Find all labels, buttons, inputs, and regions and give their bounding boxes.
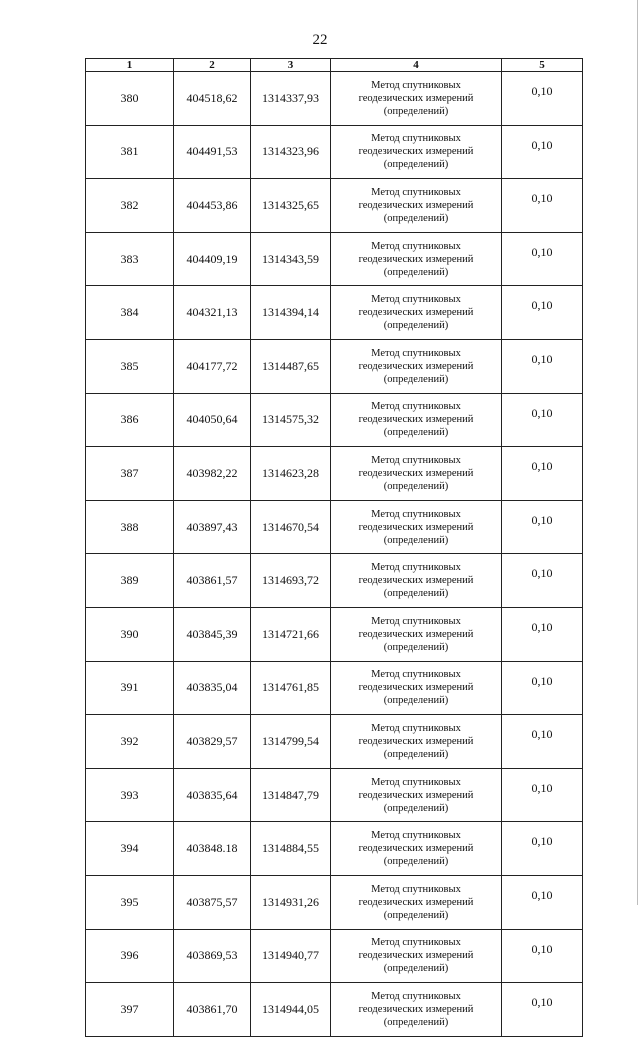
- method-text-line: Метод спутниковых: [371, 990, 461, 1002]
- method-cell: [331, 661, 502, 715]
- table-body: [86, 72, 583, 1037]
- accuracy-cell: 0,10: [502, 929, 583, 983]
- x-coordinate-cell: 403835,64: [174, 768, 251, 822]
- point-number-cell: 383: [86, 232, 174, 286]
- method-cell: [331, 822, 502, 876]
- x-coordinate-cell: 404050,64: [174, 393, 251, 447]
- point-number-cell: 394: [86, 822, 174, 876]
- point-number-cell: 384: [86, 286, 174, 340]
- method-text-line: геодезических измерений: [358, 575, 474, 587]
- method-text-line: (определений): [383, 373, 449, 385]
- accuracy-cell: 0,10: [502, 232, 583, 286]
- method-text-line: (определений): [383, 427, 449, 439]
- method-text-line: Метод спутниковых: [371, 186, 461, 198]
- table-row: [86, 661, 583, 715]
- method-text-line: геодезических измерений: [358, 682, 474, 694]
- table-row: [86, 768, 583, 822]
- x-coordinate-cell: 403875,57: [174, 875, 251, 929]
- x-coordinate-cell: 403982,22: [174, 447, 251, 501]
- method-text-line: (определений): [383, 320, 449, 332]
- table-row: [86, 983, 583, 1037]
- method-text-line: (определений): [383, 105, 449, 117]
- column-header-5: 5: [502, 59, 583, 72]
- point-number-cell: 393: [86, 768, 174, 822]
- x-coordinate-cell: 403848.18: [174, 822, 251, 876]
- accuracy-cell: 0,10: [502, 875, 583, 929]
- accuracy-cell: 0,10: [502, 125, 583, 179]
- method-cell: [331, 875, 502, 929]
- table-row: [86, 822, 583, 876]
- method-text-line: Метод спутниковых: [371, 401, 461, 413]
- point-number-cell: 397: [86, 983, 174, 1037]
- method-text-line: геодезических измерений: [358, 92, 474, 104]
- point-number-cell: 388: [86, 500, 174, 554]
- table-row: [86, 875, 583, 929]
- x-coordinate-cell: 404518,62: [174, 72, 251, 126]
- accuracy-cell: 0,10: [502, 393, 583, 447]
- method-cell: [331, 983, 502, 1037]
- table-row: [86, 179, 583, 233]
- method-text-line: (определений): [383, 1016, 449, 1028]
- scan-edge-line: [637, 0, 638, 905]
- x-coordinate-cell: 403861,70: [174, 983, 251, 1037]
- column-header-1: 1: [86, 59, 174, 72]
- y-coordinate-cell: 1314487,65: [251, 339, 331, 393]
- method-text-line: геодезических измерений: [358, 146, 474, 158]
- method-text-line: (определений): [383, 266, 449, 278]
- method-text-line: геодезических измерений: [358, 735, 474, 747]
- table-row: [86, 286, 583, 340]
- method-text-line: Метод спутниковых: [371, 883, 461, 895]
- method-text-line: Метод спутниковых: [371, 347, 461, 359]
- point-number-cell: 389: [86, 554, 174, 608]
- method-text-line: Метод спутниковых: [371, 669, 461, 681]
- method-text-line: Метод спутниковых: [371, 776, 461, 788]
- y-coordinate-cell: 1314931,26: [251, 875, 331, 929]
- accuracy-cell: 0,10: [502, 286, 583, 340]
- table-row: [86, 339, 583, 393]
- method-text-line: (определений): [383, 159, 449, 171]
- y-coordinate-cell: 1314693,72: [251, 554, 331, 608]
- table-row: [86, 715, 583, 769]
- method-text-line: геодезических измерений: [358, 521, 474, 533]
- method-text-line: Метод спутниковых: [371, 508, 461, 520]
- method-text-line: геодезических измерений: [358, 414, 474, 426]
- x-coordinate-cell: 403869,53: [174, 929, 251, 983]
- method-cell: [331, 929, 502, 983]
- coordinates-table: [85, 58, 583, 1037]
- x-coordinate-cell: 404453,86: [174, 179, 251, 233]
- method-text-line: геодезических измерений: [358, 1003, 474, 1015]
- point-number-cell: 386: [86, 393, 174, 447]
- point-number-cell: 381: [86, 125, 174, 179]
- x-coordinate-cell: 404321,13: [174, 286, 251, 340]
- y-coordinate-cell: 1314337,93: [251, 72, 331, 126]
- y-coordinate-cell: 1314623,28: [251, 447, 331, 501]
- accuracy-cell: 0,10: [502, 179, 583, 233]
- method-text-line: Метод спутниковых: [371, 454, 461, 466]
- method-text-line: (определений): [383, 748, 449, 760]
- accuracy-cell: 0,10: [502, 768, 583, 822]
- method-text-line: геодезических измерений: [358, 843, 474, 855]
- method-text-line: (определений): [383, 588, 449, 600]
- x-coordinate-cell: 403845,39: [174, 607, 251, 661]
- method-cell: [331, 179, 502, 233]
- y-coordinate-cell: 1314940,77: [251, 929, 331, 983]
- method-text-line: Метод спутниковых: [371, 133, 461, 145]
- method-text-line: (определений): [383, 641, 449, 653]
- method-text-line: геодезических измерений: [358, 950, 474, 962]
- table-row: [86, 447, 583, 501]
- method-text-line: (определений): [383, 695, 449, 707]
- method-cell: [331, 286, 502, 340]
- method-text-line: Метод спутниковых: [371, 79, 461, 91]
- y-coordinate-cell: 1314721,66: [251, 607, 331, 661]
- method-text-line: Метод спутниковых: [371, 615, 461, 627]
- accuracy-cell: 0,10: [502, 661, 583, 715]
- y-coordinate-cell: 1314847,79: [251, 768, 331, 822]
- method-text-line: Метод спутниковых: [371, 562, 461, 574]
- method-text-line: Метод спутниковых: [371, 294, 461, 306]
- method-text-line: геодезических измерений: [358, 199, 474, 211]
- y-coordinate-cell: 1314944,05: [251, 983, 331, 1037]
- table-row: [86, 232, 583, 286]
- x-coordinate-cell: 404177,72: [174, 339, 251, 393]
- column-header-4: 4: [331, 59, 502, 72]
- method-text-line: геодезических измерений: [358, 467, 474, 479]
- method-cell: [331, 500, 502, 554]
- method-cell: [331, 554, 502, 608]
- method-cell: [331, 125, 502, 179]
- method-text-line: геодезических измерений: [358, 307, 474, 319]
- y-coordinate-cell: 1314325,65: [251, 179, 331, 233]
- accuracy-cell: 0,10: [502, 72, 583, 126]
- method-text-line: (определений): [383, 856, 449, 868]
- method-text-line: геодезических измерений: [358, 360, 474, 372]
- y-coordinate-cell: 1314394,14: [251, 286, 331, 340]
- method-cell: [331, 339, 502, 393]
- y-coordinate-cell: 1314670,54: [251, 500, 331, 554]
- table-row: [86, 500, 583, 554]
- method-cell: [331, 447, 502, 501]
- method-cell: [331, 715, 502, 769]
- point-number-cell: 385: [86, 339, 174, 393]
- accuracy-cell: 0,10: [502, 500, 583, 554]
- method-text-line: (определений): [383, 534, 449, 546]
- table-row: [86, 125, 583, 179]
- method-cell: [331, 393, 502, 447]
- y-coordinate-cell: 1314799,54: [251, 715, 331, 769]
- method-text-line: (определений): [383, 480, 449, 492]
- point-number-cell: 382: [86, 179, 174, 233]
- table-row: [86, 72, 583, 126]
- table-row: [86, 393, 583, 447]
- point-number-cell: 396: [86, 929, 174, 983]
- method-text-line: Метод спутниковых: [371, 722, 461, 734]
- accuracy-cell: 0,10: [502, 715, 583, 769]
- y-coordinate-cell: 1314323,96: [251, 125, 331, 179]
- table-row: [86, 607, 583, 661]
- accuracy-cell: 0,10: [502, 447, 583, 501]
- x-coordinate-cell: 404491,53: [174, 125, 251, 179]
- y-coordinate-cell: 1314575,32: [251, 393, 331, 447]
- y-coordinate-cell: 1314761,85: [251, 661, 331, 715]
- accuracy-cell: 0,10: [502, 554, 583, 608]
- y-coordinate-cell: 1314343,59: [251, 232, 331, 286]
- accuracy-cell: 0,10: [502, 339, 583, 393]
- method-text-line: Метод спутниковых: [371, 240, 461, 252]
- method-text-line: Метод спутниковых: [371, 937, 461, 949]
- method-cell: [331, 607, 502, 661]
- y-coordinate-cell: 1314884,55: [251, 822, 331, 876]
- method-text-line: (определений): [383, 963, 449, 975]
- accuracy-cell: 0,10: [502, 983, 583, 1037]
- column-header-3: 3: [251, 59, 331, 72]
- method-text-line: (определений): [383, 909, 449, 921]
- point-number-cell: 390: [86, 607, 174, 661]
- x-coordinate-cell: 403835,04: [174, 661, 251, 715]
- method-text-line: геодезических измерений: [358, 253, 474, 265]
- page-number: 22: [312, 32, 328, 48]
- method-text-line: Метод спутниковых: [371, 830, 461, 842]
- method-cell: [331, 768, 502, 822]
- x-coordinate-cell: 404409,19: [174, 232, 251, 286]
- x-coordinate-cell: 403861,57: [174, 554, 251, 608]
- accuracy-cell: 0,10: [502, 822, 583, 876]
- method-text-line: (определений): [383, 212, 449, 224]
- method-text-line: геодезических измерений: [358, 628, 474, 640]
- point-number-cell: 395: [86, 875, 174, 929]
- point-number-cell: 387: [86, 447, 174, 501]
- column-header-2: 2: [174, 59, 251, 72]
- method-text-line: (определений): [383, 802, 449, 814]
- x-coordinate-cell: 403897,43: [174, 500, 251, 554]
- point-number-cell: 380: [86, 72, 174, 126]
- method-text-line: геодезических измерений: [358, 789, 474, 801]
- table-row: [86, 929, 583, 983]
- point-number-cell: 391: [86, 661, 174, 715]
- accuracy-cell: 0,10: [502, 607, 583, 661]
- method-cell: [331, 72, 502, 126]
- method-text-line: геодезических измерений: [358, 896, 474, 908]
- method-cell: [331, 232, 502, 286]
- table-row: [86, 554, 583, 608]
- table-header-row: [86, 59, 583, 72]
- point-number-cell: 392: [86, 715, 174, 769]
- x-coordinate-cell: 403829,57: [174, 715, 251, 769]
